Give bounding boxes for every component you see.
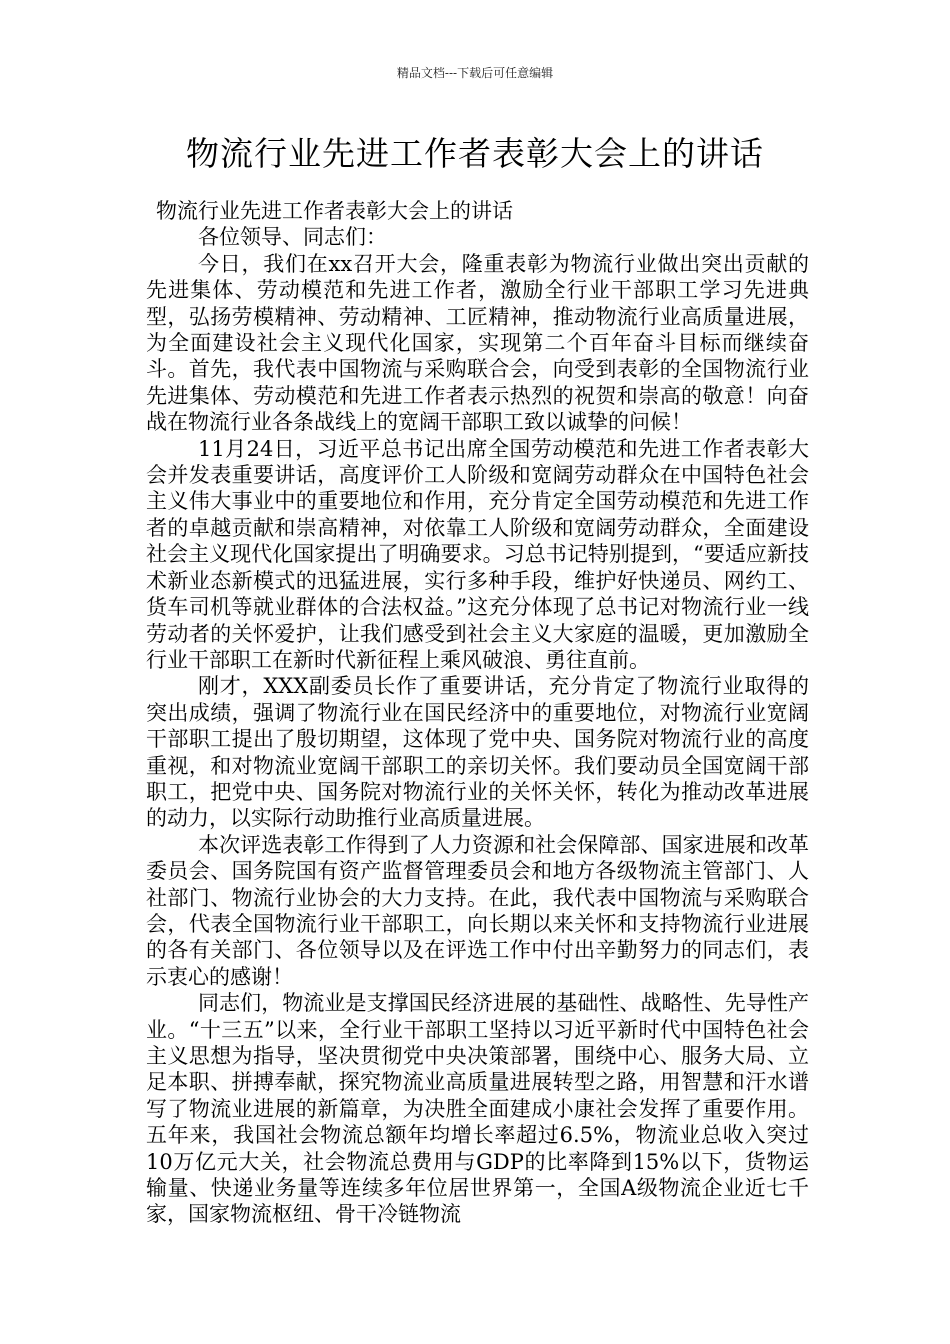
subtitle: 物流行业先进工作者表彰大会上的讲话 xyxy=(156,199,513,223)
paragraph: 刚才，XXX副委员长作了重要讲话，充分肯定了物流行业取得的突出成绩，强调了物流行业在国民经济中的重要地位，对物流行业宽阔干部职工提出了殷切期望，这体现了党中央、国务院对物流行业的高度重视，和对物流业宽阔干部职工的亲切关怀。我们要动员全国宽阔干部职工，把党中央、国务院对物流行业的关怀关怀，转化为推动改革进展的动力，以实际行动助推行业高质量进展。 xyxy=(146,674,809,831)
paragraph: 本次评选表彰工作得到了人力资源和社会保障部、国家进展和改革委员会、国务院国有资产监督管理委员会和地方各级物流主管部门、人社部门、物流行业协会的大力支持。在此，我代表中国物流与采购联合会，代表全国物流行业干部职工，向长期以来关怀和支持物流行业进展的各有关部门、各位领导以及在评选工作中付出辛勤努力的同志们，表示衷心的感谢！ xyxy=(146,832,809,989)
paragraph: 今日，我们在xx召开大会，隆重表彰为物流行业做出突出贡献的先进集体、劳动模范和先进工作者，激励全行业干部职工学习先进典型，弘扬劳模精神、劳动精神、工匠精神，推动物流行业高质量进展，为全面建设社会主义现代化国家，实现第二个百年奋斗目标而继续奋斗。首先，我代表中国物流与采购联合会，向受到表彰的全国物流行业先进集体、劳动模范和先进工作者表示热烈的祝贺和崇高的敬意！向奋战在物流行业各条战线上的宽阔干部职工致以诚挚的问候！ xyxy=(146,251,809,435)
header-note: 精品文档---下载后可任意编辑 xyxy=(396,66,554,80)
document-title: 物流行业先进工作者表彰大会上的讲话 xyxy=(186,134,764,173)
paragraph: 11月24日，习近平总书记出席全国劳动模范和先进工作者表彰大会并发表重要讲话，高度评价工人阶级和宽阔劳动群众在中国特色社会主义伟大事业中的重要地位和作用，充分肯定全国劳动模范和先进工作者的卓越贡献和崇高精神，对依靠工人阶级和宽阔劳动群众，全面建设社会主义现代化国家提出了明确要求。习总书记特别提到，“要适应新技术新业态新模式的迅猛进展，实行多种手段，维护好快递员、网约工、货车司机等就业群体的合法权益。”这充分体现了总书记对物流行业一线劳动者的关怀爱护，让我们感受到社会主义大家庭的温暖，更加激励全行业干部职工在新时代新征程上乘风破浪、勇往直前。 xyxy=(146,436,809,672)
document-body xyxy=(146,198,809,1228)
greeting: 各位领导、同志们： xyxy=(198,225,387,250)
paragraph: 同志们，物流业是支撑国民经济进展的基础性、战略性、先导性产业。“十三五”以来，全行业干部职工坚持以习近平新时代中国特色社会主义思想为指导，坚决贯彻党中央决策部署，围绕中心、服务大局、立足本职、拼搏奉献，探究物流业高质量进展转型之路，用智慧和汗水谱写了物流业进展的新篇章，为决胜全面建成小康社会发挥了重要作用。五年来，我国社会物流总额年均增长率超过6.5%，物流业总收入突过10万亿元大关，社会物流总费用与GDP的比率降到15%以下，货物运输量、快递业务量等连续多年位居世界第一，全国A级物流企业近七千家，国家物流枢纽、骨干冷链物流 xyxy=(146,991,809,1227)
